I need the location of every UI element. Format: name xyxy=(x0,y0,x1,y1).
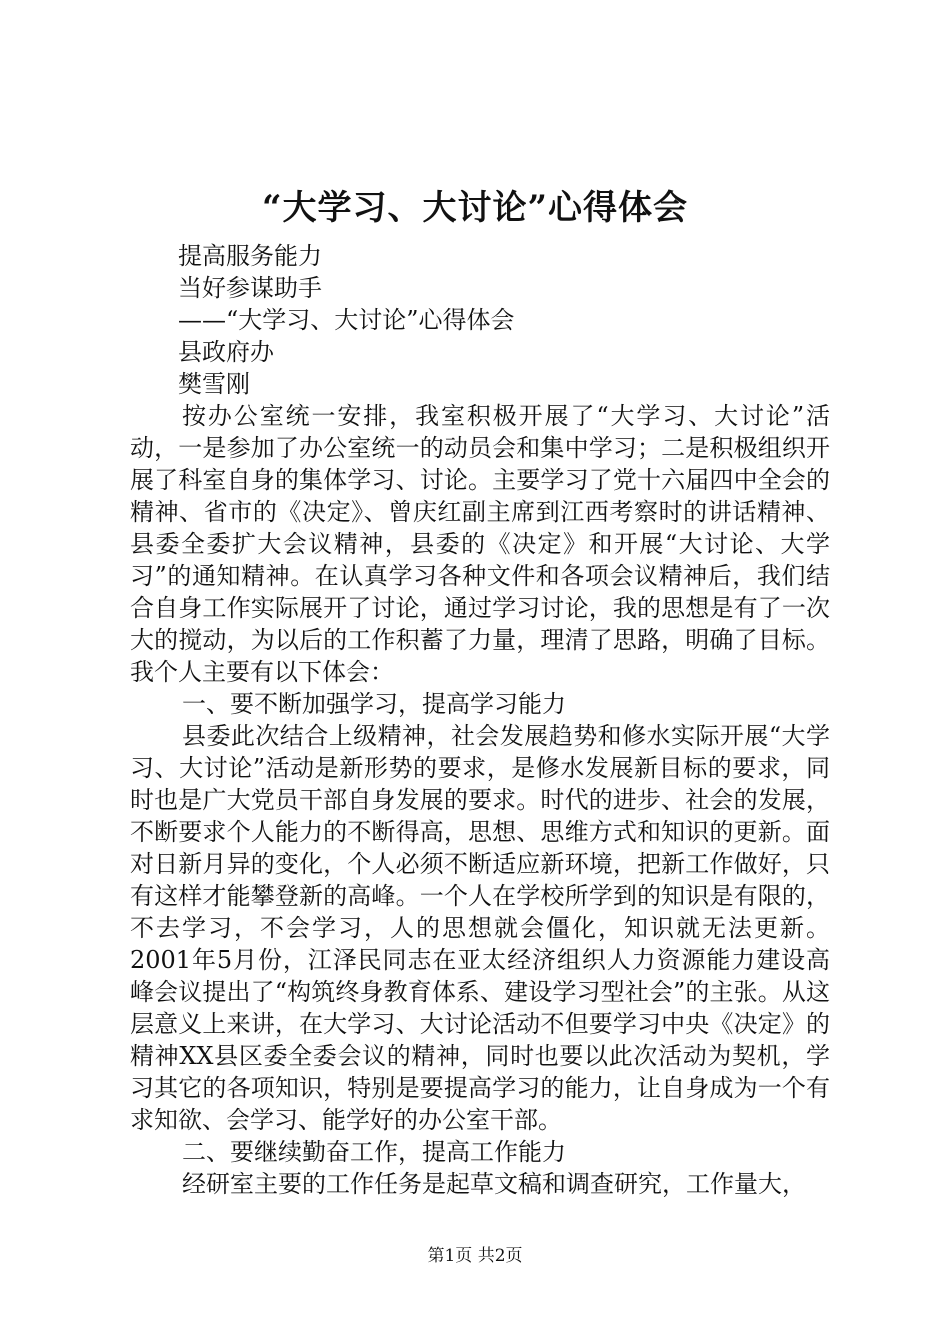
header-line-advisor: 当好参谋助手 xyxy=(178,274,322,302)
header-line-author: 樊雪刚 xyxy=(178,370,250,398)
header-line-subtitle: ——“大学习、大讨论”心得体会 xyxy=(178,306,515,334)
document-title: “大学习、大讨论”心得体会 xyxy=(261,188,689,228)
page-footer: 第1页 共2页 xyxy=(427,1246,523,1266)
paragraph-learning: 县委此次结合上级精神，社会发展趋势和修水实际开展“大学习、大讨论”活动是新形势的要求，是修水发展新目标的要求，同时也是广大党员干部自身发展的要求。时代的进步、社会的发展，不断要求个人能力的不断得高，思想、思维方式和知识的更新。面对日新月异的变化，个人必须不断适应新环境，把新工作做好，只有这样才能攀登新的高峰。一个人在学校所学到的知识是有限的，不去学习，不会学习，人的思想就会僵化，知识就无法更新。2001年5月份，江泽民同志在亚太经济组织人力资源能力建设高峰会议提出了“构筑终身教育体系、建设学习型社会”的主张。从这层意义上来讲，在大学习、大讨论活动不但要学习中央《决定》的精神XX县区委全委会议的精神，同时也要以此次活动为契机，学习其它的各项知识，特别是要提高学习的能力，让自身成为一个有求知欲、会学习、能学好的办公室干部。 xyxy=(130,722,830,1134)
section-heading-work: 二、要继续勤奋工作，提高工作能力 xyxy=(182,1138,566,1166)
paragraph-work: 经研室主要的工作任务是起草文稿和调查研究，工作量大， xyxy=(182,1170,806,1198)
header-line-service: 提高服务能力 xyxy=(178,242,322,270)
paragraph-intro: 按办公室统一安排，我室积极开展了“大学习、大讨论”活动，一是参加了办公室统一的动员会和集中学习；二是积极组织开展了科室自身的集体学习、讨论。主要学习了党十六届四中全会的精神、省市的《决定》、曾庆红副主席到江西考察时的讲话精神、县委全委扩大会议精神，县委的《决定》和开展“大讨论、大学习”的通知精神。在认真学习各种文件和各项会议精神后，我们结合自身工作实际展开了讨论，通过学习讨论，我的思想是有了一次大的搅动，为以后的工作积蓄了力量，理清了思路，明确了目标。我个人主要有以下体会： xyxy=(130,402,830,686)
section-heading-learning: 一、要不断加强学习，提高学习能力 xyxy=(182,690,566,718)
header-line-department: 县政府办 xyxy=(178,338,274,366)
document-body xyxy=(130,240,830,1200)
